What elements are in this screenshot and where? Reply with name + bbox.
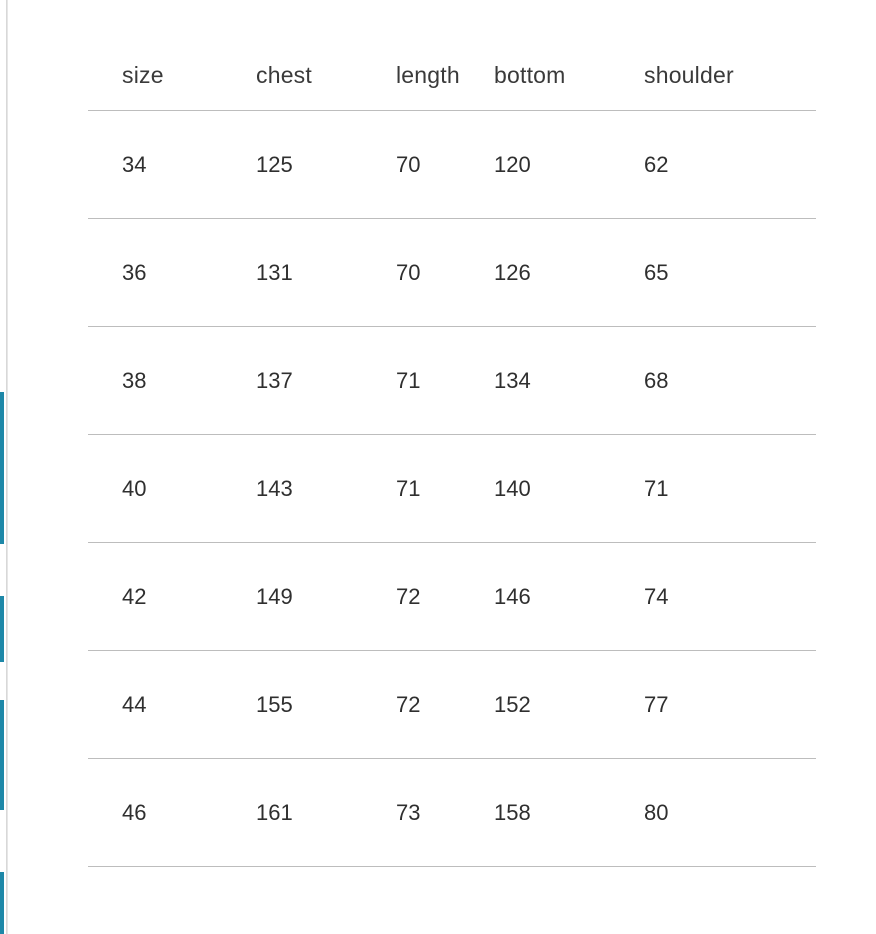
table-row [88,543,816,651]
left-edge-accent-bar-2 [0,596,4,662]
cell-size: 46 [122,799,147,825]
cell-shoulder: 65 [644,259,669,285]
column-header-bottom: bottom [494,61,566,88]
cell-chest: 137 [256,367,293,393]
table-header-row [88,40,816,111]
size-chart-table [88,40,816,867]
cell-size: 44 [122,691,147,717]
cell-size: 42 [122,583,147,609]
cell-size: 34 [122,151,147,177]
cell-size: 38 [122,367,147,393]
cell-chest: 149 [256,583,293,609]
column-header-length: length [396,61,460,88]
cell-shoulder: 71 [644,475,669,501]
cell-bottom: 120 [494,151,531,177]
column-header-chest: chest [256,61,312,88]
left-edge-accent-bar-4 [0,872,4,934]
cell-bottom: 140 [494,475,531,501]
cell-length: 73 [396,799,421,825]
cell-bottom: 126 [494,259,531,285]
cell-shoulder: 74 [644,583,669,609]
cell-length: 72 [396,583,421,609]
cell-shoulder: 77 [644,691,669,717]
cell-size: 36 [122,259,147,285]
table-row [88,219,816,327]
table-row [88,327,816,435]
cell-shoulder: 68 [644,367,669,393]
cell-bottom: 146 [494,583,531,609]
column-header-size: size [122,61,164,88]
cell-bottom: 158 [494,799,531,825]
cell-chest: 143 [256,475,293,501]
cell-length: 70 [396,259,421,285]
table-row [88,435,816,543]
cell-length: 71 [396,475,421,501]
cell-size: 40 [122,475,147,501]
table-row [88,651,816,759]
table-header [88,40,816,111]
size-chart-container [88,40,816,867]
page-left-border-line-secondary [7,0,8,934]
cell-length: 71 [396,367,421,393]
cell-length: 72 [396,691,421,717]
cell-chest: 131 [256,259,293,285]
cell-bottom: 152 [494,691,531,717]
left-edge-accent-bar-1 [0,392,4,544]
column-header-shoulder: shoulder [644,61,734,88]
table-body [88,111,816,867]
left-edge-accent-bar-3 [0,700,4,810]
table-row [88,111,816,219]
cell-chest: 155 [256,691,293,717]
cell-shoulder: 80 [644,799,669,825]
cell-chest: 161 [256,799,293,825]
cell-chest: 125 [256,151,293,177]
table-row [88,759,816,867]
cell-length: 70 [396,151,421,177]
cell-bottom: 134 [494,367,531,393]
cell-shoulder: 62 [644,151,669,177]
